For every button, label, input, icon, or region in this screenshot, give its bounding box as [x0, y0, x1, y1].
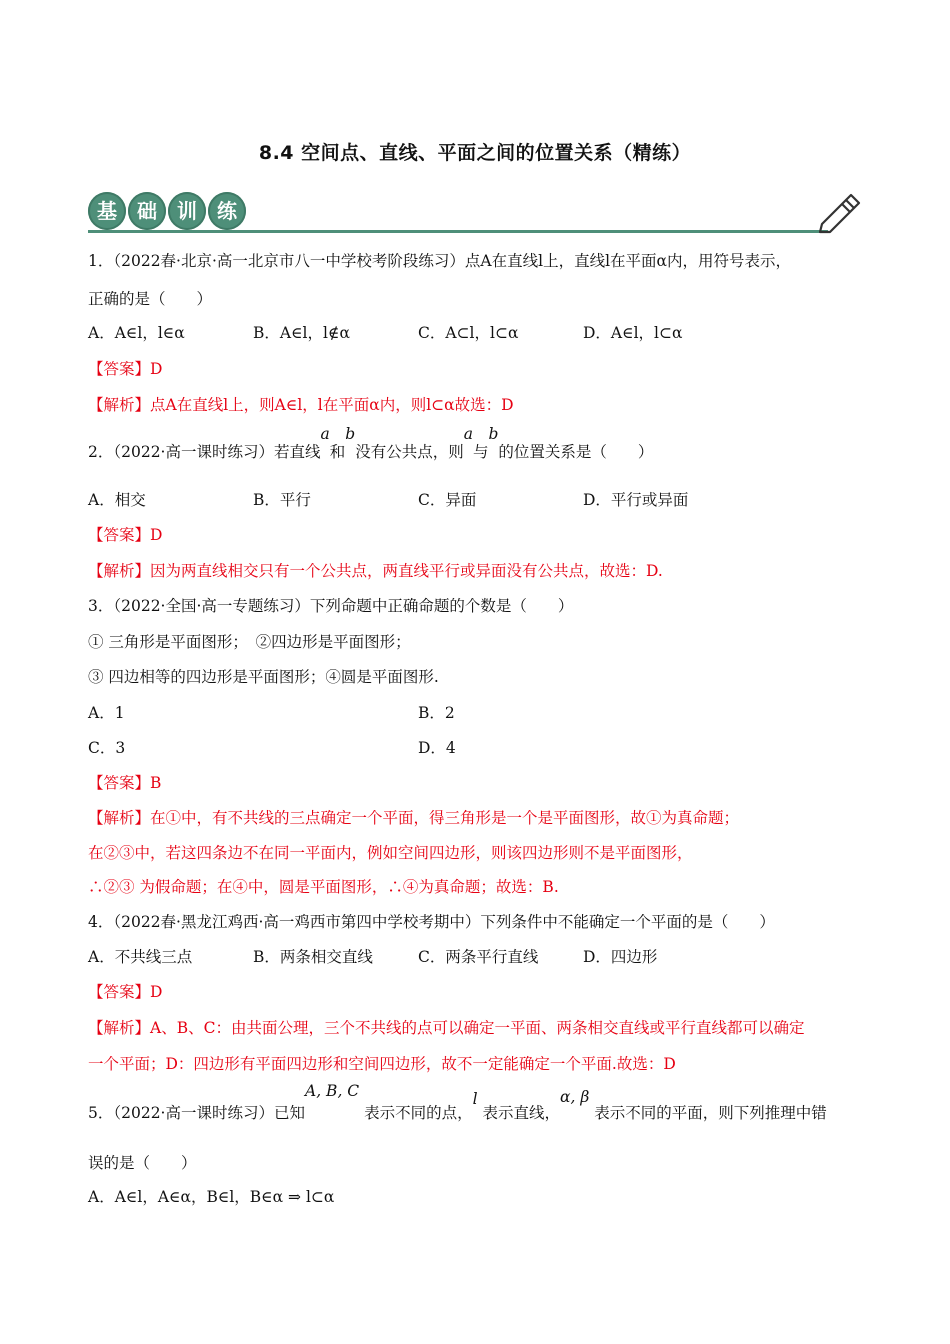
badge-xun: 训 — [168, 192, 206, 230]
q1-stem-line1: 1．（2022春·北京·高一北京市八一中学校考阶段练习）点A在直线l上，直线l在平面α内，用符号表示， — [88, 252, 791, 270]
q1-option-a[interactable]: A．A∈l，l∈α — [88, 324, 185, 342]
q5-stem-mid1: 表示不同的点， — [364, 1104, 473, 1122]
q1-answer: 【答案】D — [88, 360, 163, 378]
q1-stem-line2: 正确的是（ ） — [88, 290, 213, 308]
q2-word-with: 与 — [472, 443, 489, 461]
pencil-icon — [816, 188, 862, 234]
q5-stem-line2: 误的是（ ） — [88, 1154, 197, 1172]
q1-analysis: 【解析】点A在直线l上，则A∈l，l在平面α内，则l⊂α故选：D — [88, 396, 514, 414]
q2-stem-pre: 2．（2022·高一课时练习）若直线 — [88, 443, 321, 461]
q5-planes: α, β — [560, 1088, 590, 1106]
q1-option-b[interactable]: B．A∈l，l∉α — [253, 324, 350, 342]
q4-analysis-line2: 一个平面；D：四边形有平面四边形和空间四边形，故不一定能确定一个平面.故选：D — [88, 1055, 676, 1073]
q4-option-a[interactable]: A．不共线三点 — [88, 948, 193, 966]
q3-stem-line2: ① 三角形是平面图形； ②四边形是平面图形； — [88, 633, 411, 651]
q5-option-a[interactable]: A．A∈l，A∈α，B∈l，B∈α ⇒ l⊂α — [88, 1188, 335, 1206]
badge-lian: 练 — [208, 192, 246, 230]
q3-answer: 【答案】B — [88, 774, 162, 792]
badge-ji: 基 — [88, 192, 126, 230]
q3-option-d[interactable]: D．4 — [418, 739, 456, 757]
q4-option-c[interactable]: C．两条平行直线 — [418, 948, 539, 966]
section-banner — [88, 188, 868, 236]
q2-stem-post: 的位置关系是（ ） — [498, 443, 654, 461]
q1-option-d[interactable]: D．A∈l，l⊂α — [583, 324, 683, 342]
q2-var-a2: a — [463, 425, 473, 443]
q3-analysis-line3: ∴②③ 为假命题；在④中，圆是平面图形，∴④为真命题；故选：B. — [88, 878, 559, 896]
q2-var-b1: b — [345, 425, 356, 443]
q1-option-c[interactable]: C．A⊂l，l⊂α — [418, 324, 519, 342]
q5-line-l: l — [472, 1090, 478, 1108]
q2-option-a[interactable]: A．相交 — [88, 491, 146, 509]
q3-option-c[interactable]: C．3 — [88, 739, 126, 757]
q3-stem-line3: ③ 四边相等的四边形是平面图形；④圆是平面图形. — [88, 668, 439, 686]
q3-option-b[interactable]: B．2 — [418, 704, 455, 722]
q4-option-b[interactable]: B．两条相交直线 — [253, 948, 373, 966]
q2-stem-mid: 没有公共点，则 — [355, 443, 464, 461]
q5-stem-mid2: 表示直线， — [482, 1104, 561, 1122]
badge-chu: 础 — [128, 192, 166, 230]
q3-analysis-line1: 【解析】在①中，有不共线的三点确定一个平面，得三角形是一个是平面图形，故①为真命题； — [88, 809, 740, 827]
q2-analysis: 【解析】因为两直线相交只有一个公共点，两直线平行或异面没有公共点，故选：D. — [88, 562, 663, 580]
q2-word-and: 和 — [329, 443, 346, 461]
q5-stem — [88, 1082, 827, 1123]
q4-stem: 4．（2022春·黑龙江鸡西·高一鸡西市第四中学校考期中）下列条件中不能确定一个平面的是（ ） — [88, 913, 775, 931]
q2-answer: 【答案】D — [88, 526, 163, 544]
q5-stem-post: 表示不同的平面，则下列推理中错 — [594, 1104, 827, 1122]
q4-analysis-line1: 【解析】A、B、C：由共面公理，三个不共线的点可以确定一平面、两条相交直线或平行直线都可以确定 — [88, 1019, 805, 1037]
q2-option-d[interactable]: D．平行或异面 — [583, 491, 689, 509]
q2-option-b[interactable]: B．平行 — [253, 491, 311, 509]
q2-stem — [88, 425, 654, 462]
q3-stem-line1: 3．（2022·全国·高一专题练习）下列命题中正确命题的个数是（ ） — [88, 597, 574, 615]
section-badges — [88, 192, 246, 230]
q4-answer: 【答案】D — [88, 983, 163, 1001]
q3-option-a[interactable]: A．1 — [88, 704, 125, 722]
page-title: 8.4 空间点、直线、平面之间的位置关系（精练） — [258, 142, 692, 164]
q2-var-b2: b — [488, 425, 499, 443]
q2-var-a1: a — [320, 425, 330, 443]
q5-stem-pre: 5．（2022·高一课时练习）已知 — [88, 1104, 305, 1122]
q5-points: A, B, C — [305, 1082, 360, 1100]
q2-option-c[interactable]: C．异面 — [418, 491, 477, 509]
banner-rule — [88, 230, 828, 233]
q3-analysis-line2: 在②③中，若这四条边不在同一平面内，例如空间四边形，则该四边形则不是平面图形， — [88, 844, 693, 862]
q4-option-d[interactable]: D．四边形 — [583, 948, 658, 966]
